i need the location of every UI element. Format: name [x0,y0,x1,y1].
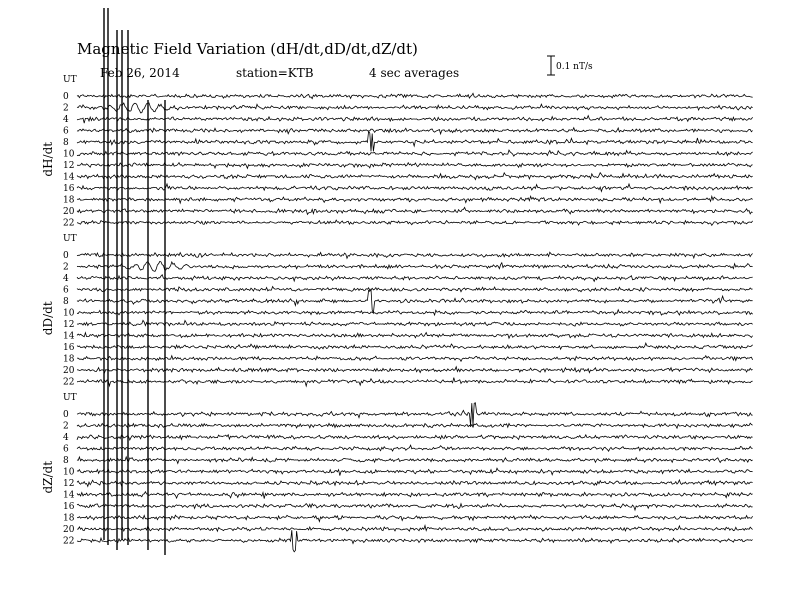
hour-tick-label: 18 [63,195,75,206]
trace-dH-dt-0 [77,93,753,98]
hour-tick-label: 22 [63,218,75,229]
hour-tick-label: 12 [63,320,75,330]
trace-dH-dt-20 [77,207,753,214]
hour-tick-label: 18 [63,513,75,524]
hour-tick-label: 14 [63,331,75,342]
hour-tick-label: 2 [63,103,69,114]
trace-dZ-dt-8 [77,457,753,464]
trace-dD-dt-12 [77,320,753,326]
hour-tick-label: 6 [63,444,69,455]
trace-dD-dt-14 [77,333,753,339]
trace-dZ-dt-22 [77,530,753,552]
hour-tick-label: 2 [63,262,69,273]
hour-tick-label: 6 [63,126,69,137]
trace-dD-dt-16 [77,343,753,349]
scale-bar [547,56,593,75]
ut-label: UT [63,234,77,244]
date-label: Feb 26, 2014 [100,66,180,80]
trace-dH-dt-8 [77,131,753,151]
trace-dD-dt-10 [77,310,753,315]
trace-dH-dt-22 [77,220,753,225]
trace-dZ-dt-14 [77,492,753,499]
trace-dZ-dt-12 [77,480,753,486]
hour-tick-label: 10 [63,467,75,478]
hour-tick-label: 16 [63,502,75,512]
trace-dH-dt-6 [77,128,753,134]
hour-tick-label: 18 [63,354,75,365]
hour-tick-label: 0 [63,410,69,420]
ut-label: UT [63,75,77,85]
chart-title: Magnetic Field Variation (dH/dt,dD/dt,dZ/dt) [77,40,418,58]
hour-tick-label: 2 [63,421,69,432]
hour-tick-label: 8 [63,456,69,466]
hour-tick-label: 4 [63,274,69,284]
trace-dZ-dt-10 [77,468,753,475]
trace-dH-dt-18 [77,196,753,203]
trace-dZ-dt-18 [77,515,753,521]
hour-tick-label: 20 [63,207,75,217]
hour-tick-label: 20 [63,366,75,376]
hour-tick-label: 4 [63,433,69,443]
hour-tick-label: 6 [63,285,69,296]
trace-dD-dt-4 [77,275,753,282]
hour-tick-label: 16 [63,184,75,194]
hour-tick-label: 8 [63,138,69,148]
hour-tick-label: 8 [63,297,69,307]
hour-tick-label: 20 [63,525,75,535]
hour-tick-label: 10 [63,149,75,160]
hour-tick-label: 22 [63,536,75,547]
trace-dD-dt-22 [77,378,753,387]
trace-dH-dt-16 [77,184,753,192]
hour-tick-label: 16 [63,343,75,353]
hour-tick-label: 14 [63,490,75,501]
trace-dD-dt-6 [77,287,753,292]
hour-tick-label: 12 [63,479,75,489]
trace-dH-dt-14 [77,173,753,180]
trace-dH-dt-2 [77,103,753,113]
trace-dZ-dt-4 [77,435,753,440]
averaging-label: 4 sec averages [369,66,460,80]
hour-tick-label: 22 [63,377,75,388]
trace-dD-dt-0 [77,252,753,258]
hour-tick-label: 14 [63,172,75,183]
trace-dZ-dt-16 [77,504,753,510]
hour-tick-label: 0 [63,251,69,261]
trace-dD-dt-20 [77,367,753,373]
trace-dD-dt-2 [77,261,753,271]
hour-tick-label: 10 [63,308,75,319]
hour-tick-label: 0 [63,92,69,102]
trace-dD-dt-8 [77,289,753,313]
trace-dZ-dt-0 [77,403,753,426]
panel-ylabel: dD/dt [41,301,55,336]
trace-dD-dt-18 [77,356,753,362]
trace-dZ-dt-20 [77,526,753,532]
hour-tick-label: 12 [63,161,75,171]
station-label: station=KTB [236,66,314,80]
trace-dZ-dt-6 [77,445,753,451]
saturated-lines [104,8,165,555]
trace-dH-dt-10 [77,150,753,156]
trace-dH-dt-4 [77,116,753,124]
hour-tick-label: 4 [63,115,69,125]
trace-dZ-dt-2 [77,423,753,428]
scale-bar-label: 0.1 nT/s [556,62,593,72]
ut-label: UT [63,393,77,403]
panel-ylabel: dZ/dt [41,460,55,494]
panel-ylabel: dH/dt [41,141,55,177]
trace-dH-dt-12 [77,163,753,169]
